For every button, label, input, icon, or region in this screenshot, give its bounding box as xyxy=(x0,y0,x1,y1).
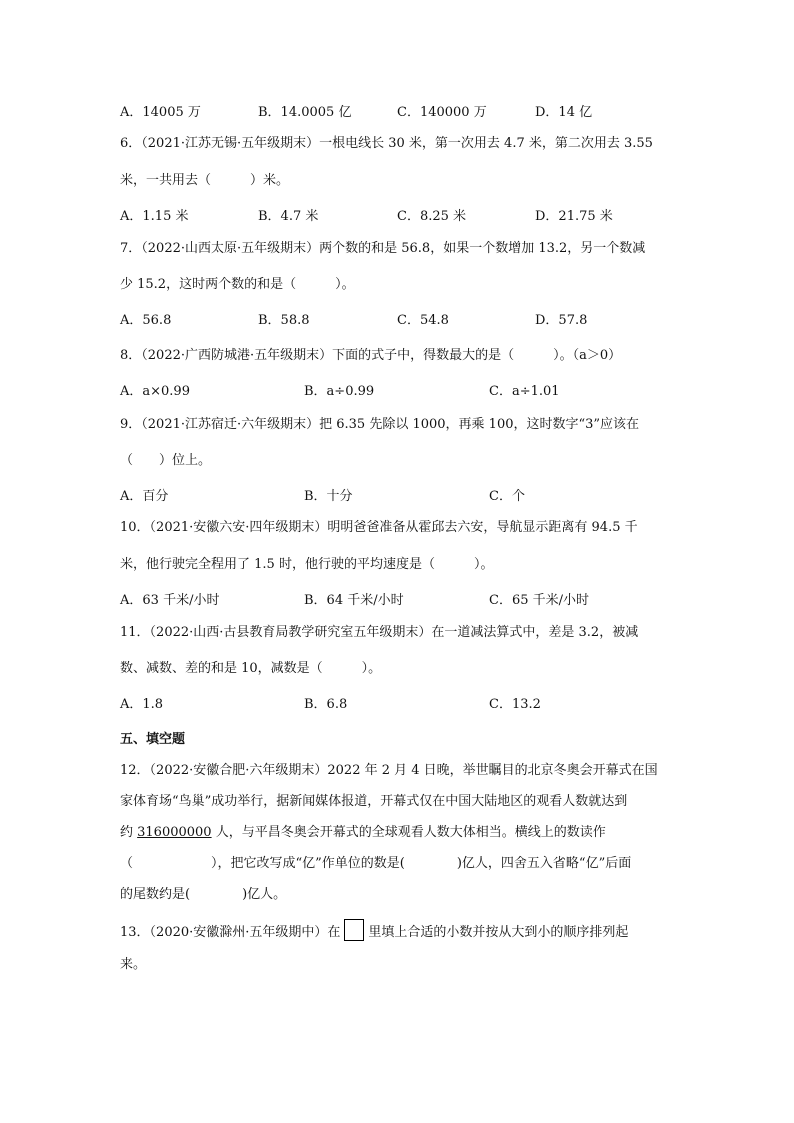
q6-option-a: A．1.15 米 xyxy=(120,209,189,224)
q12-line3-suffix: 人，与平昌冬奥会开幕式的全球观看人数大体相当。横线上的数读作 xyxy=(211,825,606,840)
q12-text-line4: （ ），把它改写成“亿”作单位的数是( )亿人，四舍五入省略“亿”后面 xyxy=(120,856,632,871)
q8-option-c: C．a÷1.01 xyxy=(489,384,560,399)
q5-option-c: C．140000 万 xyxy=(397,105,487,120)
q7-options xyxy=(120,312,680,330)
q5-option-d: D．14 亿 xyxy=(535,105,593,120)
q9-options xyxy=(120,488,680,506)
q13-line1-prefix: 13．（2020·安徽滁州·五年级期中）在 xyxy=(120,925,341,940)
q12-text-line3 xyxy=(120,824,606,842)
q11-option-a: A．1.8 xyxy=(120,697,164,712)
q12-underlined-number: 316000000 xyxy=(137,825,212,840)
q13-line1-suffix: 里填上合适的小数并按从大到小的顺序排列起 xyxy=(368,925,629,940)
q6-option-c: C．8.25 米 xyxy=(397,209,467,224)
q12-line3-prefix: 约 xyxy=(120,825,138,840)
q10-text-line2: 米，他行驶完全程用了 1.5 时，他行驶的平均速度是（ ）。 xyxy=(120,557,494,572)
q10-option-a: A．63 千米/小时 xyxy=(120,593,220,608)
q12-text-line1: 12．（2022·安徽合肥·六年级期末）2022 年 2 月 4 日晚，举世瞩目的北京冬奥会开幕式在国 xyxy=(120,763,658,778)
q6-options xyxy=(120,208,680,226)
answer-box xyxy=(344,919,364,941)
q7-text-line2: 少 15.2，这时两个数的和是（ ）。 xyxy=(120,277,355,292)
q8-options xyxy=(120,383,680,401)
q7-option-c: C．54.8 xyxy=(397,313,449,328)
q7-option-b: B．58.8 xyxy=(258,313,310,328)
q11-options xyxy=(120,696,680,714)
q8-option-a: A．a×0.99 xyxy=(120,384,190,399)
q11-text-line1: 11．（2022·山西·古县教育局教学研究室五年级期末）在一道减法算式中，差是 3.2，被减 xyxy=(120,625,639,640)
q7-text-line1: 7．（2022·山西太原·五年级期末）两个数的和是 56.8，如果一个数增加 13.2，另一个数减 xyxy=(120,241,646,256)
q5-options xyxy=(120,104,680,122)
q11-text-line2: 数、减数、差的和是 10，减数是（ ）。 xyxy=(120,661,382,676)
q9-text-line2: （ ）位上。 xyxy=(120,453,212,468)
q6-option-d: D．21.75 米 xyxy=(535,209,613,224)
q6-text-line2: 米，一共用去（ ）米。 xyxy=(120,173,290,188)
q10-text-line1: 10．（2021·安徽六安·四年级期末）明明爸爸准备从霍邱去六安，导航显示距离有 94.5 千 xyxy=(120,520,638,535)
q9-option-b: B．十分 xyxy=(304,489,353,504)
q6-option-b: B．4.7 米 xyxy=(258,209,319,224)
q9-option-a: A．百分 xyxy=(120,489,169,504)
q13-text-line2: 来。 xyxy=(120,957,147,972)
q11-option-c: C．13.2 xyxy=(489,697,541,712)
q9-text-line1: 9．（2021·江苏宿迁·六年级期末）把 6.35 先除以 1000，再乘 100，这时数字“3”应该在 xyxy=(120,417,640,432)
q5-option-b: B．14.0005 亿 xyxy=(258,105,352,120)
q10-option-b: B．64 千米/小时 xyxy=(304,593,404,608)
q8-text-line1: 8．（2022·广西防城港·五年级期末）下面的式子中，得数最大的是（ ）。（a＞0） xyxy=(120,348,622,363)
q12-text-line2: 家体育场“鸟巢”成功举行，据新闻媒体报道，开幕式仅在中国大陆地区的观看人数就达到 xyxy=(120,794,628,809)
q10-option-c: C．65 千米/小时 xyxy=(489,593,590,608)
section-heading: 五、填空题 xyxy=(120,732,186,747)
q13-text-line1 xyxy=(120,919,628,942)
q7-option-d: D．57.8 xyxy=(535,313,588,328)
q5-option-a: A．14005 万 xyxy=(120,105,201,120)
q12-text-line5: 的尾数约是( )亿人。 xyxy=(120,887,287,902)
q10-options xyxy=(120,592,680,610)
q6-text-line1: 6．（2021·江苏无锡·五年级期末）一根电线长 30 米，第一次用去 4.7 米，第二次用去 3.55 xyxy=(120,136,653,151)
q9-option-c: C．个 xyxy=(489,489,525,504)
q7-option-a: A．56.8 xyxy=(120,313,172,328)
q11-option-b: B．6.8 xyxy=(304,697,348,712)
q8-option-b: B．a÷0.99 xyxy=(304,384,375,399)
